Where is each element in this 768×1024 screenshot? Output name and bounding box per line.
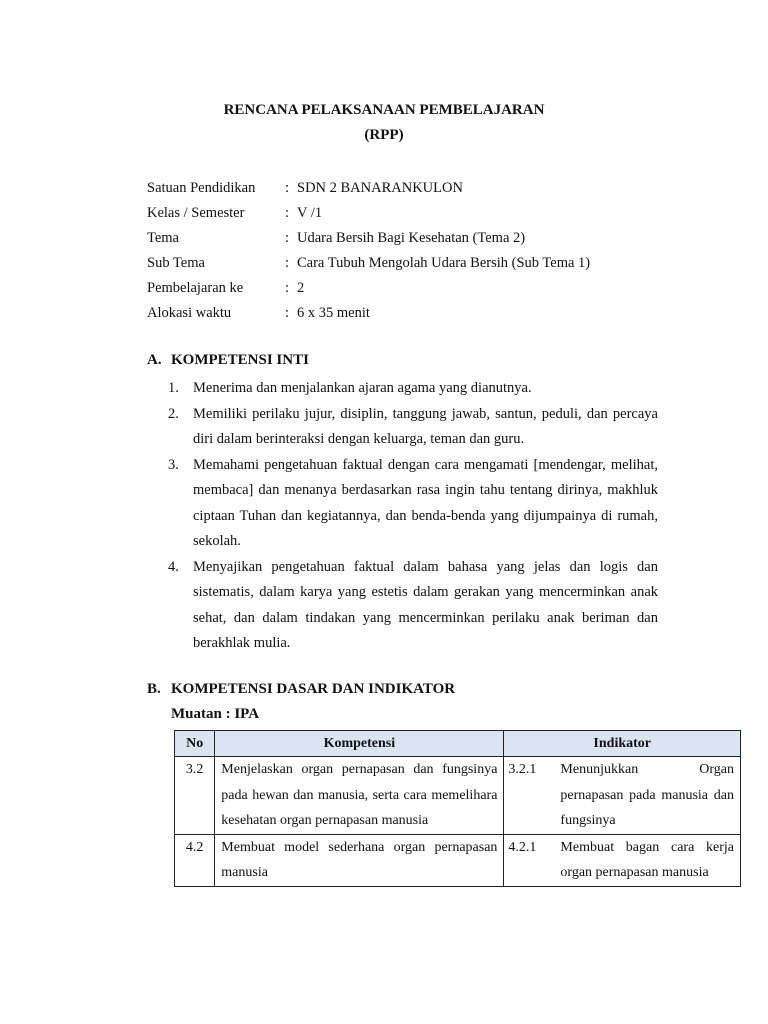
indikator-code: 4.2.1 [508, 839, 537, 855]
indikator-text: Menunjukkan Organ pernapasan pada manusia dan fungsinya [560, 762, 734, 828]
info-label: Sub Tema [147, 255, 205, 271]
table-header-row [175, 731, 741, 757]
section-title: KOMPETENSI INTI [171, 352, 309, 368]
column-header-indikator: Indikator [504, 731, 741, 757]
list-text: Memiliki perilaku jujur, disiplin, tanggung jawab, santun, peduli, dan percaya diri dalam berinteraksi dengan keluarga, teman dan guru. [193, 405, 658, 447]
list-number: 3. [168, 456, 179, 473]
section-title: KOMPETENSI DASAR DAN INDIKATOR [171, 681, 456, 697]
info-value: Cara Tubuh Mengolah Udara Bersih (Sub Tema 1) [297, 255, 591, 271]
info-label: Tema [147, 230, 179, 246]
info-value: SDN 2 BANARANKULON [297, 180, 463, 196]
info-separator: : [285, 255, 290, 271]
table-row [175, 834, 741, 886]
info-separator: : [285, 230, 290, 246]
indikator-text: Membuat bagan cara kerja organ pernapasan manusia [560, 839, 734, 880]
info-value: Udara Bersih Bagi Kesehatan (Tema 2) [297, 230, 526, 246]
cell-kompetensi: Membuat model sederhana organ pernapasan manusia [215, 834, 504, 886]
info-separator: : [285, 280, 290, 296]
list-number: 4. [168, 558, 179, 575]
kompetensi-inti-list [168, 376, 658, 657]
column-header-kompetensi: Kompetensi [215, 731, 504, 757]
info-label: Kelas / Semester [147, 205, 245, 221]
info-value: 6 x 35 menit [297, 305, 370, 321]
document-title: RENCANA PELAKSANAAN PEMBELAJARAN [223, 102, 545, 118]
list-text: Memahami pengetahuan faktual dengan cara mengamati [mendengar, melihat, membaca] dan menanya berdasarkan rasa ingin tahu tentang dirinya, makhluk ciptaan Tuhan dan kegiatannya, dan benda-benda yang dijumpainya di rumah, sekolah. [193, 456, 658, 549]
info-label: Alokasi waktu [147, 305, 232, 321]
list-text: Menyajikan pengetahuan faktual dalam bahasa yang jelas dan logis dan sistematis, dalam karya yang estetis dalam gerakan yang mencerminkan anak sehat, dan dalam tindakan yang mencerminkan perilaku anak beriman dan berakhlak mulia. [193, 558, 658, 651]
list-item [168, 376, 658, 402]
info-separator: : [285, 205, 290, 221]
section-letter: B. [147, 681, 161, 697]
list-item [168, 555, 658, 657]
table-row [175, 757, 741, 835]
list-item [168, 402, 658, 453]
info-label: Satuan Pendidikan [147, 180, 256, 196]
info-label: Pembelajaran ke [147, 280, 244, 296]
cell-kompetensi: Menjelaskan organ pernapasan dan fungsinya pada hewan dan manusia, serta cara memelihara kesehatan organ pernapasan manusia [215, 757, 504, 835]
document-subtitle: (RPP) [364, 127, 404, 143]
info-value: V /1 [297, 205, 323, 221]
list-item [168, 453, 658, 555]
kompetensi-table [174, 730, 741, 887]
list-number: 1. [168, 380, 179, 396]
indikator-code: 3.2.1 [508, 762, 537, 777]
info-value: 2 [297, 280, 305, 296]
info-separator: : [285, 180, 290, 196]
list-number: 2. [168, 405, 179, 422]
section-letter: A. [147, 352, 162, 368]
cell-indikator [504, 757, 741, 835]
column-header-no: No [175, 731, 215, 757]
cell-indikator [504, 834, 741, 886]
info-separator: : [285, 305, 290, 321]
cell-no: 4.2 [175, 834, 215, 886]
list-text: Menerima dan menjalankan ajaran agama yang dianutnya. [193, 380, 532, 396]
muatan-label: Muatan : IPA [171, 706, 260, 722]
cell-no: 3.2 [175, 757, 215, 835]
